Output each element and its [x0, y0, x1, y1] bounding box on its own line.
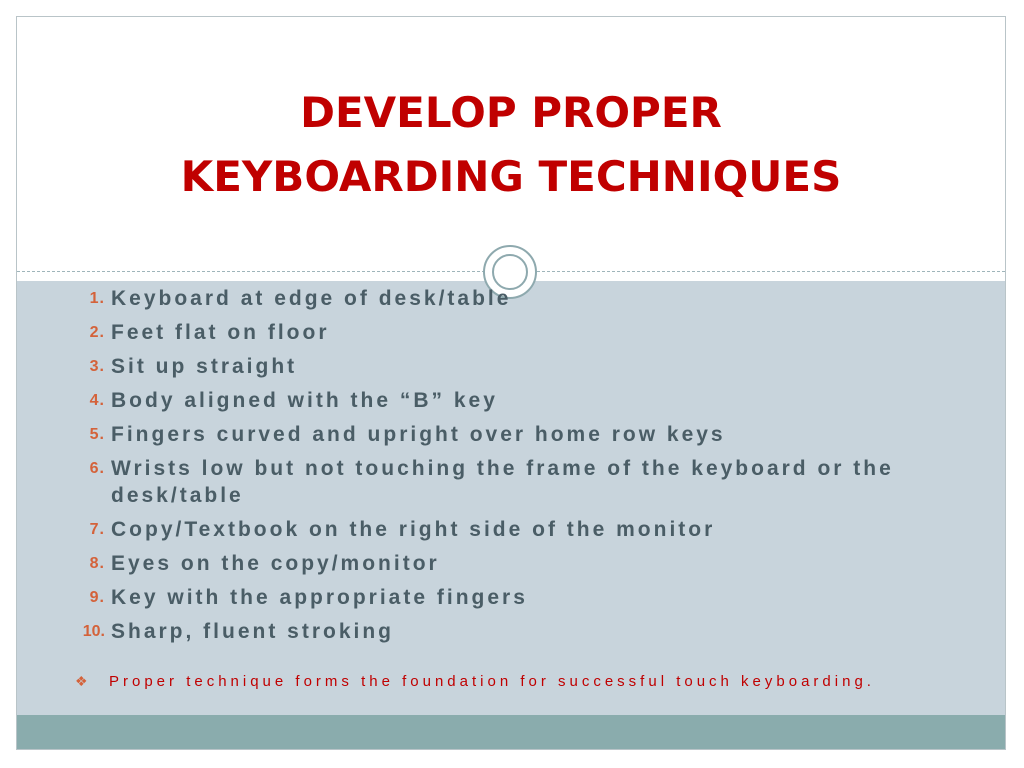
list-item: [61, 285, 961, 312]
list-item: [61, 455, 961, 509]
item-text: Wrists low but not touching the frame of the keyboard or the desk/table: [111, 457, 894, 507]
item-text: Eyes on the copy/monitor: [111, 552, 440, 575]
list-item: [61, 319, 961, 346]
item-text: Sharp, fluent stroking: [111, 620, 395, 643]
foundation-note: [75, 673, 975, 690]
list-item: [61, 353, 961, 380]
item-number: 3.: [89, 358, 105, 375]
item-text: Copy/Textbook on the right side of the monitor: [111, 518, 716, 541]
slide-title: [17, 81, 1005, 209]
list-item: [61, 421, 961, 448]
list-item: [61, 387, 961, 414]
note-text: Proper technique forms the foundation for successful touch keyboarding.: [109, 673, 875, 690]
item-number: 7.: [89, 521, 105, 538]
item-number: 1.: [89, 290, 105, 307]
item-number: 8.: [89, 555, 105, 572]
item-text: Sit up straight: [111, 355, 298, 378]
item-text: Fingers curved and upright over home row keys: [111, 423, 726, 446]
list-item: [61, 550, 961, 577]
title-area: [17, 17, 1005, 271]
list-item: [61, 516, 961, 543]
slide: [16, 16, 1006, 750]
item-text: Feet flat on floor: [111, 321, 330, 344]
footer-band: [17, 715, 1005, 750]
item-text: Keyboard at edge of desk/table: [111, 287, 512, 310]
item-number: 4.: [89, 392, 105, 409]
item-text: Body aligned with the “B” key: [111, 389, 498, 412]
list-item: [61, 584, 961, 611]
item-number: 2.: [89, 324, 105, 341]
diamond-bullet-icon: ❖: [75, 673, 88, 689]
title-line-1: DEVELOP PROPER: [300, 88, 722, 137]
item-number: 9.: [89, 589, 105, 606]
item-number: 10.: [82, 623, 105, 640]
item-number: 5.: [89, 426, 105, 443]
item-number: 6.: [89, 460, 105, 477]
title-line-2: KEYBOARDING TECHNIQUES: [180, 152, 842, 201]
item-text: Key with the appropriate fingers: [111, 586, 528, 609]
technique-list: [61, 285, 961, 652]
list-item: [61, 618, 961, 645]
